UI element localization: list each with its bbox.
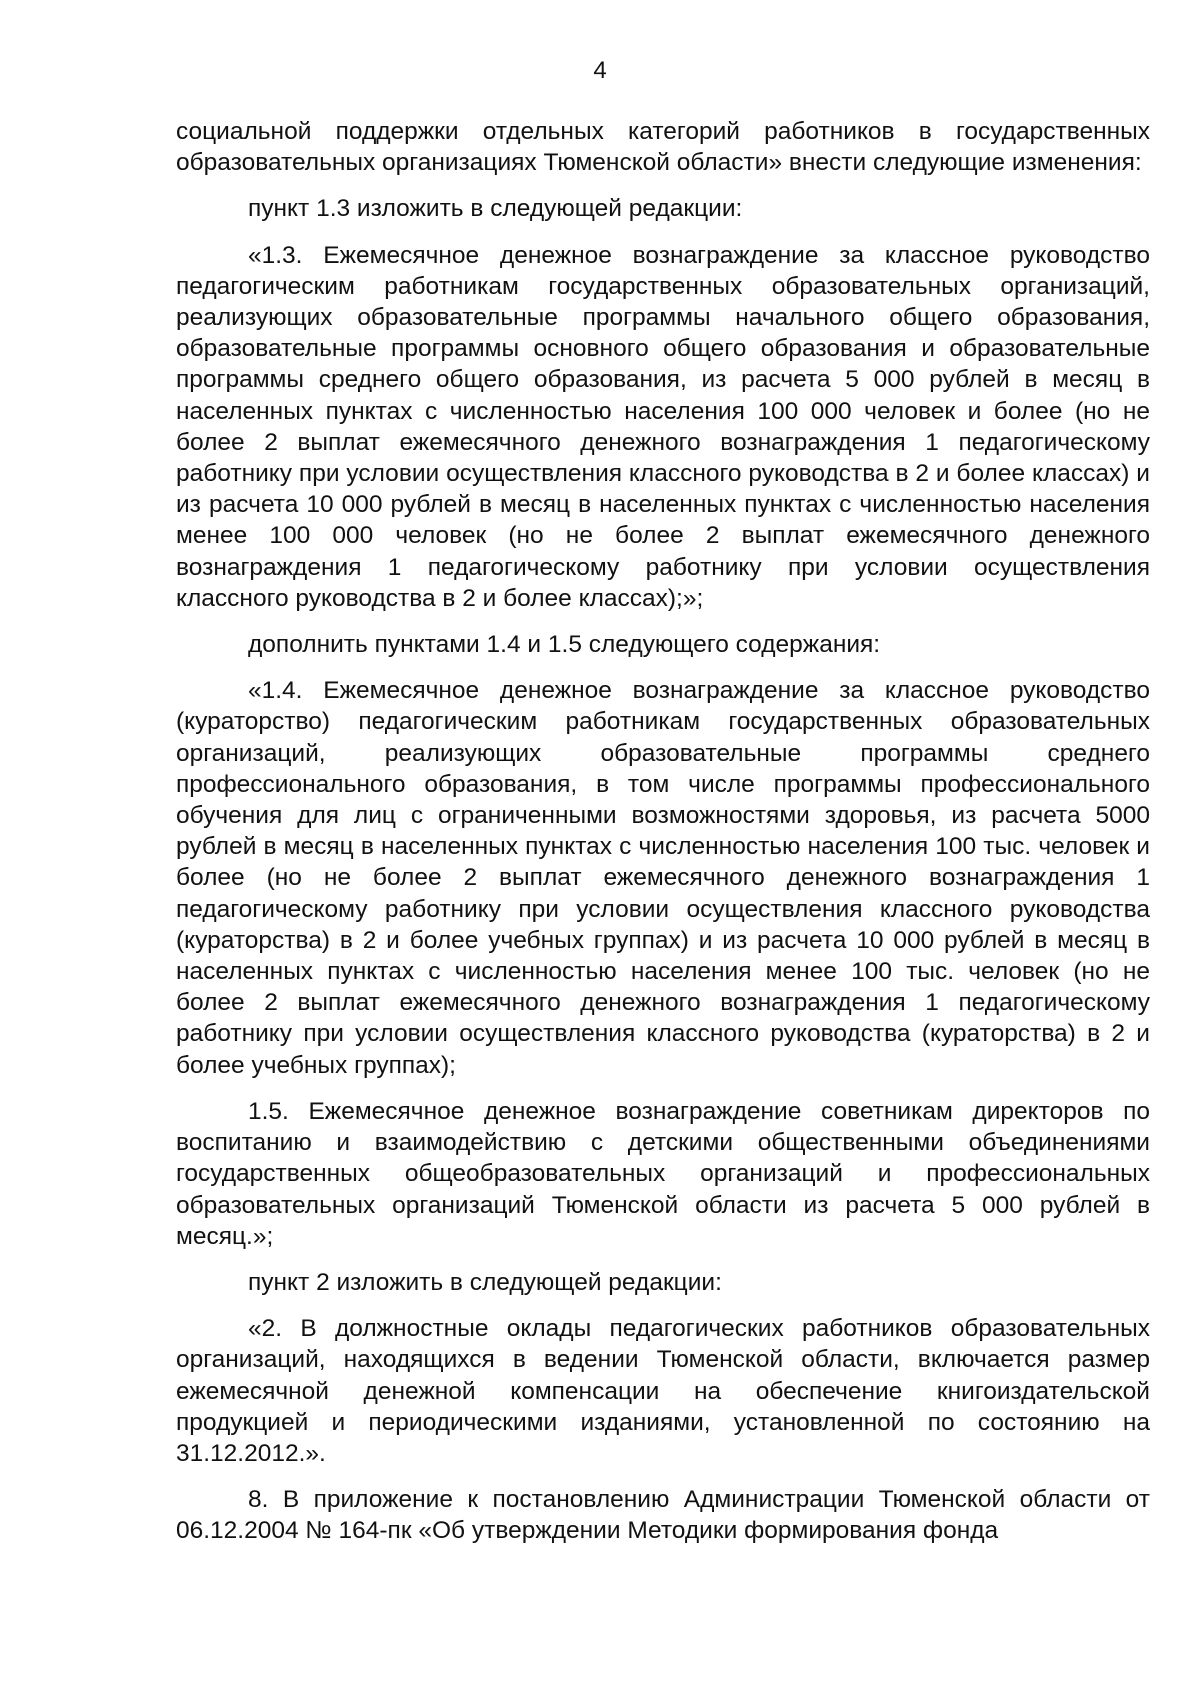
paragraph-add-items-intro: дополнить пунктами 1.4 и 1.5 следующего содержания:: [248, 631, 881, 659]
paragraph-item-8-text: 8. В приложение к постановлению Администрации Тюменской области от 06.12.2004 № 164-пк «Об утверждении Методики формирования фонда: [176, 1486, 1150, 1545]
paragraph-item-1-3-text: «1.3. Ежемесячное денежное вознаграждение за классное руководство педагогическим работникам государственных образовательных организаций, реализующих образовательные программы начального общего образования, образовательные программы основного общего образования и образовательные программы среднего общего образования, из расчета 5 000 рублей в месяц в населенных пунктах с численностью населения 100 000 человек и более (но не более 2 выплат ежемесячного денежного вознаграждения 1 педагогическому работнику при условии осуществления классного руководства в 2 и более классах) и из расчета 10 000 рублей в месяц в населенных пунктах с численностью населения менее 100 000 человек (но не более 2 выплат ежемесячного денежного вознаграждения 1 педагогическому работнику при условии осуществления классного руководства в 2 и более классах);»;: [176, 241, 1150, 612]
paragraph-item-2-intro: пункт 2 изложить в следующей редакции:: [248, 1268, 722, 1296]
paragraph-continuation: социальной поддержки отдельных категорий работников в государственных образовательных организациях Тюменской области» внести следующие изменения:: [176, 118, 1150, 177]
document-body: [176, 116, 1150, 1547]
paragraph-item-2-text: «2. В должностные оклады педагогических работников образовательных организаций, находящихся в ведении Тюменской области, включается размер ежемесячной денежной компенсации на обеспечение книгоиздательской продукцией и периодическими изданиями, установленной по состоянию на 31.12.2012.».: [176, 1315, 1150, 1467]
paragraph-item-1-4-text: «1.4. Ежемесячное денежное вознаграждение за классное руководство (кураторство) педагогическим работникам государственных образовательных организаций, реализующих образовательные программы среднего профессионального образования, в том числе программы профессионального обучения для лиц с ограниченными возможностями здоровья, из расчета 5000 рублей в месяц в населенных пунктах с численностью населения 100 тыс. человек и более (но не более 2 выплат ежемесячного денежного вознаграждения 1 педагогическому работнику при условии осуществления классного руководства (кураторства) в 2 и более учебных группах) и из расчета 10 000 рублей в месяц в населенных пунктах с численностью населения менее 100 тыс. человек (но не более 2 выплат ежемесячного денежного вознаграждения 1 педагогическому работнику при условии осуществления классного руководства (кураторства) в 2 и более учебных группах);: [176, 677, 1150, 1079]
page-number: 4: [593, 57, 607, 84]
paragraph-item-1-5-text: 1.5. Ежемесячное денежное вознаграждение советникам директоров по воспитанию и взаимодействию с детскими общественными объединениями государственных общеобразовательных организаций и профессиональных образовательных организаций Тюменской области из расчета 5 000 рублей в месяц.»;: [176, 1097, 1150, 1250]
paragraph-item-1-3-intro: пункт 1.3 изложить в следующей редакции:: [248, 195, 743, 223]
